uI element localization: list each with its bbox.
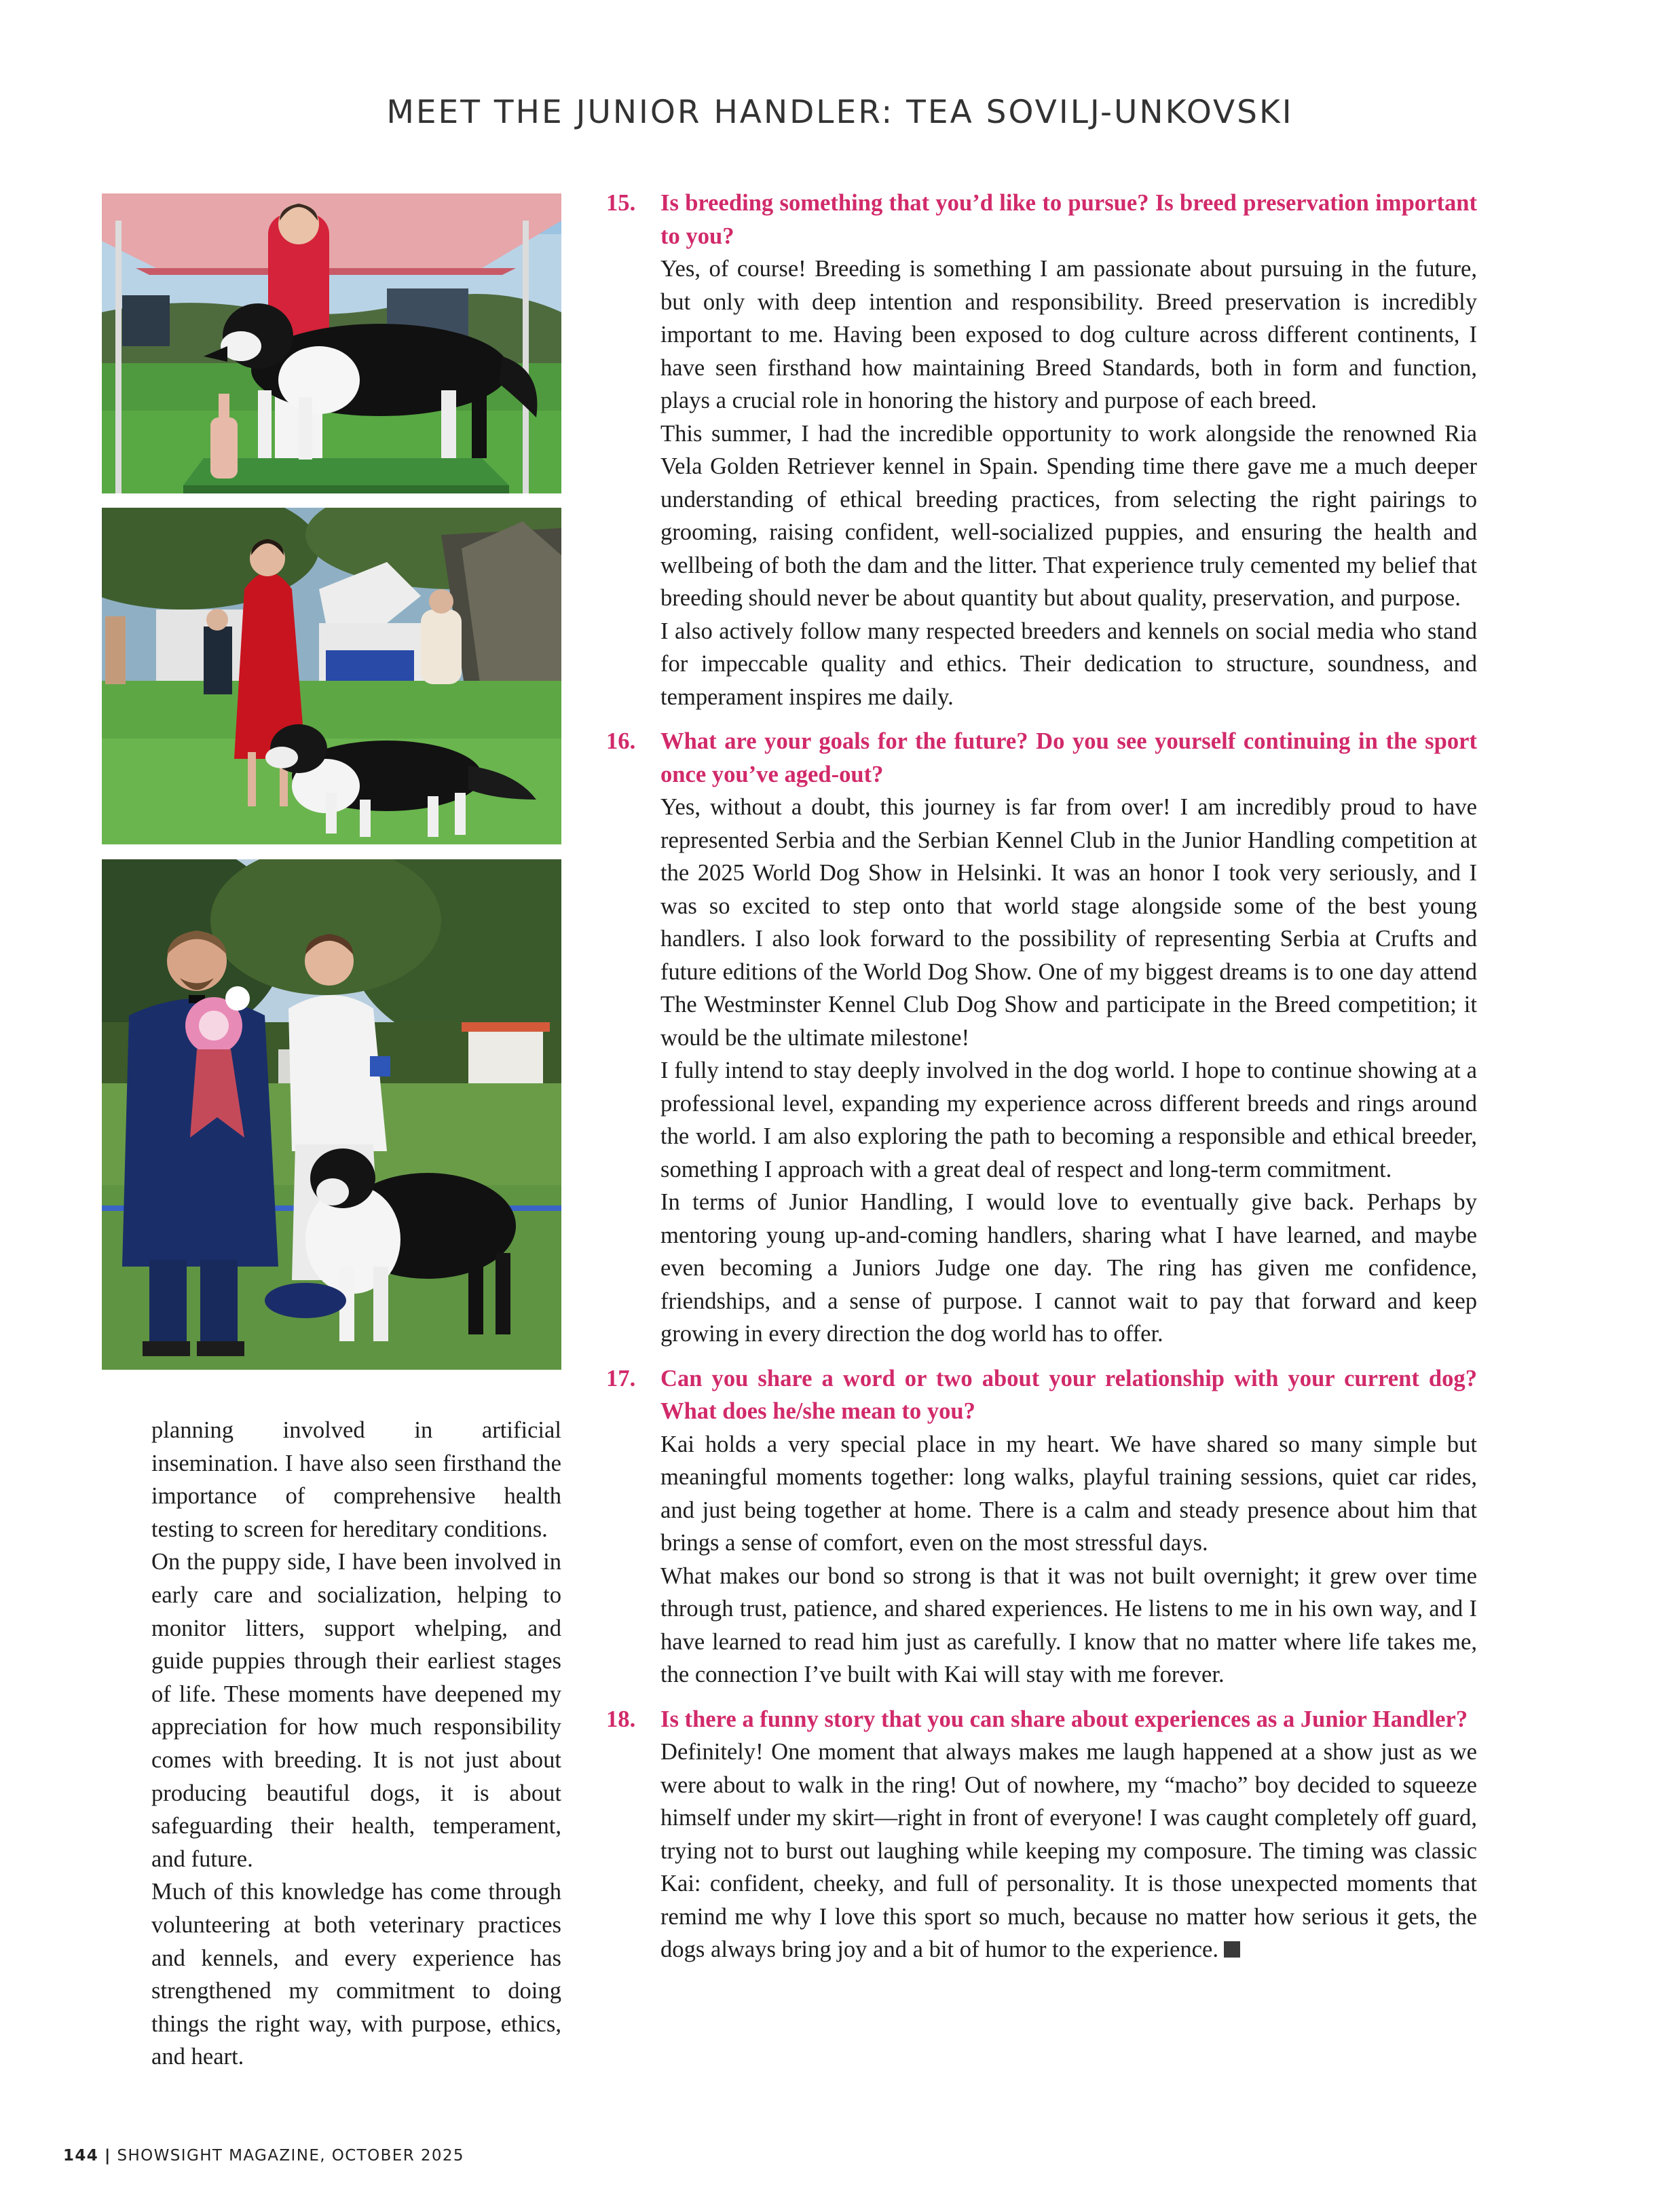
answer-text: [660, 252, 1477, 713]
question-number: 17.: [606, 1365, 636, 1391]
answer-paragraph: I also actively follow many respected breeders and kennels on social media who stand for impeccable quality and ethics. Their dedication to structure, soundness, and temperament inspires me daily.: [660, 618, 1477, 710]
question-text: Can you share a word or two about your relationship with your current dog? What does he/she mean to you?: [660, 1365, 1477, 1424]
answer-paragraph: What makes our bond so strong is that it was not built overnight; it grew over time through trust, patience, and shared experiences. He listens to me in his own way, and I have learned to read him just as carefully. I know that no matter where life takes me, the connection I’ve built with Kai will stay with me forever.: [660, 1563, 1477, 1687]
photo-judge-rosette: [102, 859, 561, 1370]
answer-paragraph: Yes, of course! Breeding is something I am passionate about pursuing in the future, but only with deep intention and responsibility. Breed preservation is incredibly important to me. Having been exposed to dog culture across different continents, I have seen firsthand how maintaining Breed Standards, both in form and function, plays a crucial role in honoring the history and purpose of each breed.: [660, 256, 1477, 413]
qa-item-18: [606, 1703, 1477, 1966]
answer-paragraph: This summer, I had the incredible opportunity to work alongside the renowned Ria Vela Golden Retriever kennel in Spain. Spending time there gave me a much deeper understanding of ethical breeding practices, from selecting the right pairings to grooming, raising confident, well-socialized puppies, and ensuring the health and wellbeing of both the dam and the litter. That experience truly cemented my belief that breeding should never be about quantity but about quality, preservation, and purpose.: [660, 420, 1477, 611]
answer-text: [660, 1428, 1477, 1691]
qa-item-17: [606, 1362, 1477, 1691]
left-paragraph: Much of this knowledge has come through volunteering at both veterinary practices and kennels, and every experience has strengthened my commitment to doing things the right way, with purpose, ethics, and heart.: [151, 1879, 561, 2070]
left-paragraph: planning involved in artificial insemination. I have also seen firsthand the importance of comprehensive health testing to screen for hereditary conditions.: [151, 1417, 561, 1542]
answer-paragraph: I fully intend to stay deeply involved in the dog world. I hope to continue showing at a professional level, expanding my experience across different breeds and rings around the world. I am also exploring the path to becoming a responsible and ethical breeder, something I approach with a great deal of respect and long-term commitment.: [660, 1058, 1477, 1182]
question-text: Is breeding something that you’d like to pursue? Is breed preservation important to you?: [660, 190, 1477, 249]
left-column-text: [151, 1414, 561, 2074]
running-head: MEET THE JUNIOR HANDLER: TEA SOVILJ-UNKOVSKI: [386, 94, 1294, 131]
page-number: 144: [63, 2147, 99, 2165]
answer-paragraph-text: Definitely! One moment that always makes me laugh happened at a show just as we were about to walk in the ring! Out of nowhere, my “macho” boy decided to squeeze himself under my skirt—right in front of everyone! I was caught completely off guard, trying not to burst out laughing while keeping my composure. The timing was classic Kai: confident, cheeky, and full of personality. It is those unexpected moments that remind me why I love this sport so much, because no matter how serious it gets, the dogs always bring joy and a bit of humor to the experience.: [660, 1739, 1477, 1962]
publication-name: SHOWSIGHT MAGAZINE, OCTOBER 2025: [117, 2147, 464, 2165]
folio-separator: |: [104, 2147, 111, 2165]
left-paragraph: On the puppy side, I have been involved in early care and socialization, helping to monitor litters, support whelping, and guide puppies through their earliest stages of life. These moments have deepened my appreciation for how much responsibility comes with breeding. It is not just about producing beautiful dogs, it is about safeguarding their health, temperament, and future.: [151, 1549, 561, 1872]
question-number: 15.: [606, 190, 636, 216]
qa-item-16: [606, 725, 1477, 1351]
answer-paragraph: Yes, without a doubt, this journey is far from over! I am incredibly proud to have represented Serbia and the Serbian Kennel Club in the Junior Handling competition at the 2025 World Dog Show in Helsinki. It was an honor I took very seriously, and I was so excited to step onto that world stage alongside some of the best young handlers. I also look forward to the possibility of representing Serbia at Crufts and future editions of the World Dog Show. One of my biggest dreams is to one day attend The Westminster Kennel Club Dog Show and participate in the Breed competition; it would be the ultimate milestone!: [660, 794, 1477, 1051]
photo-stacked-dog-image: [102, 193, 561, 493]
photo-gaiting-dog: [102, 508, 561, 844]
photo-stacked-dog: [102, 193, 561, 493]
question-number: 16.: [606, 728, 636, 754]
footer-folio: [63, 2147, 464, 2165]
answer-paragraph: Kai holds a very special place in my heart. We have shared so many simple but meaningful moments together: long walks, playful training sessions, quiet car rides, and just being together at home. There is a calm and steady presence about him that brings a sense of comfort, even on the most stressful days.: [660, 1431, 1477, 1556]
right-column-qa: [606, 187, 1477, 1966]
end-of-article-icon: [1224, 1941, 1240, 1958]
answer-text: [660, 791, 1477, 1351]
photo-gaiting-dog-image: [102, 508, 561, 844]
qa-item-15: [606, 187, 1477, 713]
photo-judge-rosette-image: [102, 859, 561, 1370]
question-text: Is there a funny story that you can share about experiences as a Junior Handler?: [660, 1706, 1468, 1732]
question-text: What are your goals for the future? Do you see yourself continuing in the sport once you’ve aged-out?: [660, 728, 1477, 787]
answer-text: [660, 1736, 1477, 1966]
question-number: 18.: [606, 1706, 636, 1732]
answer-paragraph: In terms of Junior Handling, I would love to eventually give back. Perhaps by mentoring young up-and-coming handlers, sharing what I have learned, and maybe even becoming a Juniors Judge one day. The ring has given me confidence, friendships, and a sense of purpose. I cannot wait to pay that forward and keep growing in every direction the dog world has to offer.: [660, 1189, 1477, 1347]
answer-paragraph: [660, 1736, 1477, 1966]
